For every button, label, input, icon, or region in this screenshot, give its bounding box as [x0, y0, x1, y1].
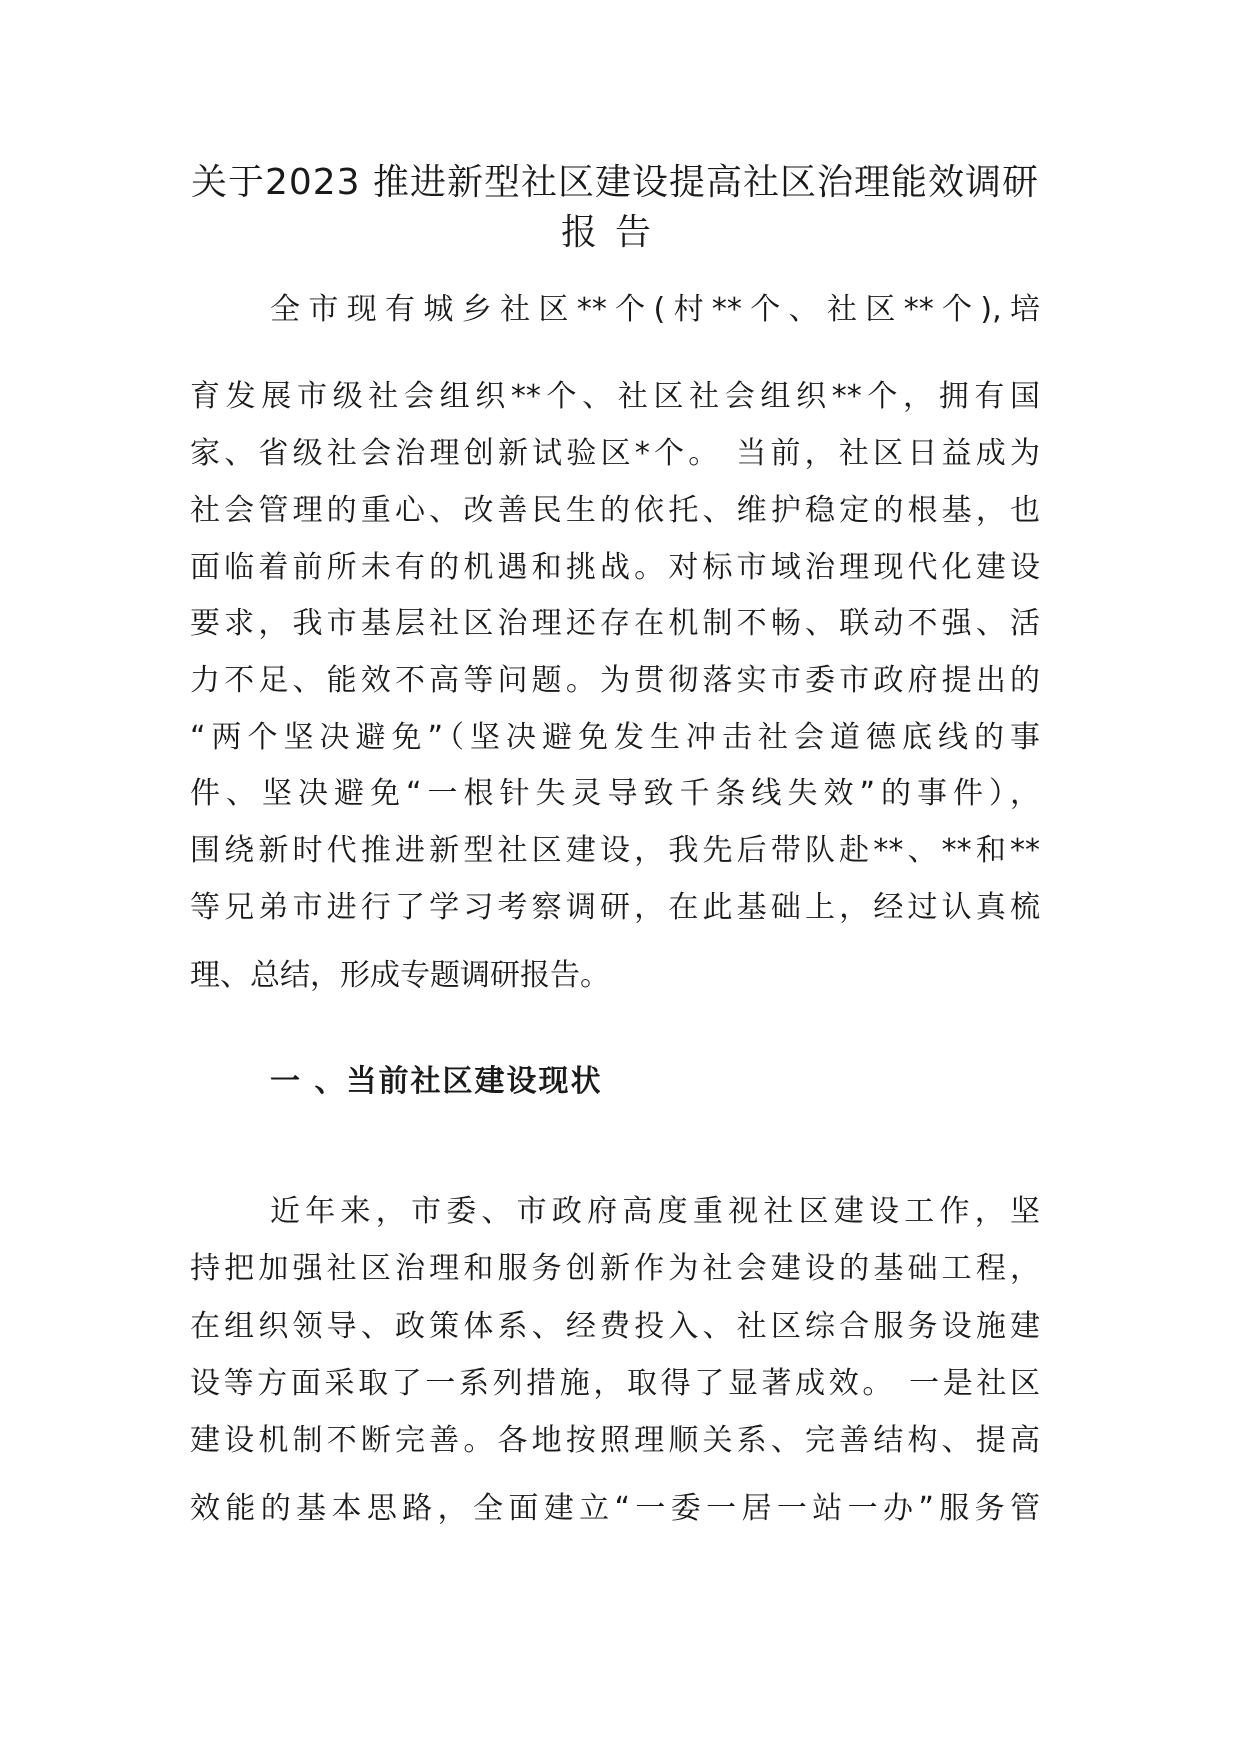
document-title-line-1: 关于2023 推进新型社区建设提高社区治理能效调研	[190, 162, 1040, 203]
paragraph-1-line-12: 理、总结，形成专题调研报告。	[190, 958, 610, 993]
section-1-heading: 一 、当前社区建设现状	[270, 1064, 603, 1099]
paragraph-1-line-11: 等兄弟市进行了学习考察调研，在此基础上，经过认真梳	[190, 890, 1040, 925]
paragraph-1-line-2: 育发展市级社会组织**个、社区社会组织**个，拥有国	[190, 379, 1040, 414]
paragraph-2-line-4: 设等方面采取了一系列措施，取得了显著成效。 一是社区	[190, 1366, 1040, 1401]
paragraph-1-line-3: 家、省级社会治理创新试验区*个。 当前，社区日益成为	[190, 436, 1040, 471]
paragraph-1-line-9: 件、坚决避免“一根针失灵导致千条线失效”的事件），	[190, 776, 1040, 811]
paragraph-2-line-1: 近年来，市委、市政府高度重视社区建设工作，坚	[270, 1194, 1040, 1229]
document-title-line-2: 报告	[560, 212, 669, 253]
paragraph-1-line-8: “两个坚决避免”（坚决避免发生冲击社会道德底线的事	[190, 720, 1040, 755]
paragraph-1-line-6: 要求，我市基层社区治理还存在机制不畅、联动不强、活	[190, 606, 1040, 641]
paragraph-1-line-4: 社会管理的重心、改善民生的依托、维护稳定的根基，也	[190, 493, 1040, 528]
paragraph-2-line-3: 在组织领导、政策体系、经费投入、社区综合服务设施建	[190, 1309, 1040, 1344]
paragraph-1-line-1: 全市现有城乡社区**个(村**个、社区**个),培	[270, 292, 1040, 327]
paragraph-2-line-6: 效能的基本思路，全面建立“一委一居一站一办”服务管	[190, 1491, 1040, 1526]
paragraph-1-line-7: 力不足、能效不高等问题。为贯彻落实市委市政府提出的	[190, 663, 1040, 698]
paragraph-1-line-10: 围绕新时代推进新型社区建设，我先后带队赴**、**和**	[190, 833, 1040, 868]
paragraph-2-line-5: 建设机制不断完善。各地按照理顺关系、完善结构、提高	[190, 1423, 1040, 1458]
paragraph-1-line-5: 面临着前所未有的机遇和挑战。对标市域治理现代化建设	[190, 550, 1040, 585]
paragraph-2-line-2: 持把加强社区治理和服务创新作为社会建设的基础工程，	[190, 1251, 1040, 1286]
